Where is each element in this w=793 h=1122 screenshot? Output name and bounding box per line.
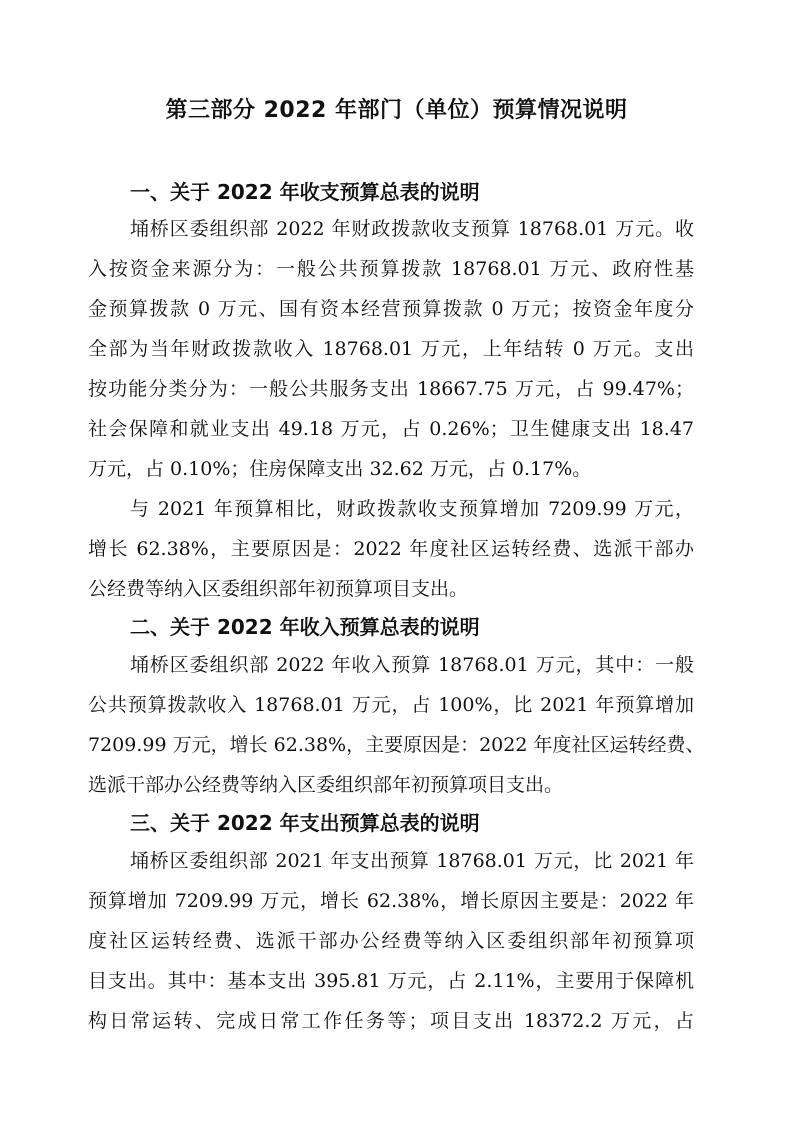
paragraph-line: 万元，占 0.10%；住房保障支出 32.62 万元，占 0.17%。	[88, 458, 592, 480]
paragraph-line: 与 2021 年预算相比，财政拨款收支预算增加 7209.99 万元，	[130, 498, 694, 520]
paragraph-line: 度社区运转经费、选派干部办公经费等纳入区委组织部年初预算项	[88, 930, 694, 952]
paragraph-line: 增长 62.38%，主要原因是：2022 年度社区运转经费、选派干部办	[88, 538, 694, 560]
paragraph-line: 埇桥区委组织部 2022 年收入预算 18768.01 万元，其中：一般	[130, 654, 694, 676]
section-heading-2: 二、关于 2022 年收入预算总表的说明	[130, 615, 480, 639]
paragraph-line: 7209.99 万元，增长 62.38%，主要原因是：2022 年度社区运转经费、	[88, 734, 705, 756]
paragraph-line: 埇桥区委组织部 2021 年支出预算 18768.01 万元，比 2021 年	[130, 850, 694, 872]
page-title: 第三部分 2022 年部门（单位）预算情况说明	[165, 98, 628, 123]
paragraph-line: 社会保障和就业支出 49.18 万元，占 0.26%；卫生健康支出 18.47	[88, 418, 694, 440]
paragraph-line: 目支出。其中：基本支出 395.81 万元，占 2.11%，主要用于保障机	[88, 970, 694, 992]
section-heading-1: 一、关于 2022 年收支预算总表的说明	[130, 180, 480, 204]
paragraph-line: 公经费等纳入区委组织部年初预算项目支出。	[88, 578, 469, 600]
paragraph-line: 金预算拨款 0 万元、国有资本经营预算拨款 0 万元；按资金年度分	[88, 298, 694, 320]
paragraph-line: 按功能分类分为：一般公共服务支出 18667.75 万元，占 99.47%；	[88, 378, 694, 400]
paragraph-line: 入按资金来源分为：一般公共预算拨款 18768.01 万元、政府性基	[88, 258, 694, 280]
paragraph-line: 构日常运转、完成日常工作任务等；项目支出 18372.2 万元，占	[88, 1010, 694, 1032]
paragraph-line: 全部为当年财政拨款收入 18768.01 万元，上年结转 0 万元。支出	[88, 338, 694, 360]
paragraph-line: 公共预算拨款收入 18768.01 万元，占 100%，比 2021 年预算增加	[88, 694, 694, 716]
paragraph-line: 选派干部办公经费等纳入区委组织部年初预算项目支出。	[88, 774, 564, 796]
section-heading-3: 三、关于 2022 年支出预算总表的说明	[130, 811, 480, 835]
paragraph-line: 埇桥区委组织部 2022 年财政拨款收支预算 18768.01 万元。收	[130, 218, 694, 240]
paragraph-line: 预算增加 7209.99 万元，增长 62.38%，增长原因主要是：2022 年	[88, 890, 694, 912]
